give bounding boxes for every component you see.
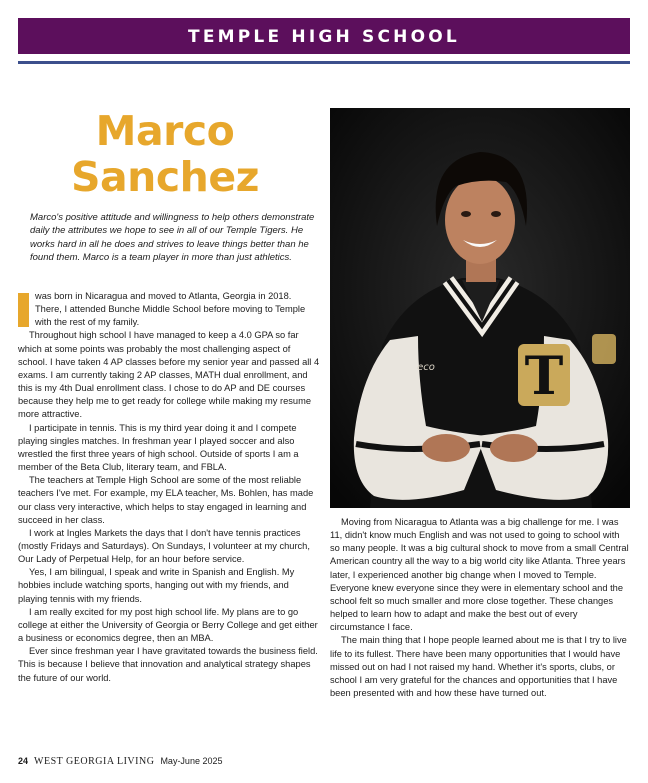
jacket-script: eco: [417, 362, 435, 373]
article-paragraph: The teachers at Temple High School are some of the most reliable teachers I've met. For example, my ELA teacher, Ms. Bohlen, has made our class very interactive, which helps to stay engaged in learning and succeed in her class.: [18, 475, 314, 525]
page-number: 24: [18, 756, 29, 766]
portrait-illustration: [330, 108, 630, 508]
article-left-column: [18, 290, 320, 685]
article-paragraph: Ever since freshman year I have gravitated towards the business field. This is because I believe that innovation and analytical strategy shapes the future of our world.: [18, 646, 318, 683]
magazine-title: WEST GEORGIA LIVING: [34, 756, 155, 767]
article-paragraph: The main thing that I hope people learned about me is that I try to live life to its fullest. There have been many opportunities that I would have missed out on had I not raised my hand. Whether it's sports, clubs, or school I am very grateful for the chances and opportunities that I have been presented with and how these have turned out.: [330, 635, 627, 699]
student-name: [20, 108, 310, 200]
article-paragraph: I am really excited for my post high school life. My plans are to go college at either the University of Georgia or Berry College and get either a business or economics degree, then an MBA.: [18, 606, 318, 644]
first-name: Marco: [95, 107, 235, 155]
school-name: TEMPLE HIGH SCHOOL: [188, 27, 460, 47]
article-paragraph: Throughout high school I have managed to keep a 4.0 GPA so far which at some points was probably the most challenging aspect of school. I have taken 4 AP classes before my senior year and passed all 4 exams. I am currently taking 2 AP classes, MATH dual enrollment, and this is my 4th Dual enrollment class. I chose to do AP and DE courses because they help me to get ready for college while making my resume more attractive.: [18, 330, 320, 420]
article-paragraph: was born in Nicaragua and moved to Atlanta, Georgia in 2018. There, I attended Bunche Middle School before moving to Temple with the rest of my family.: [18, 290, 320, 329]
intro-paragraph: Marco's positive attitude and willingness to help others demonstrate daily the attributes we hope to see in all of our Temple Tigers. He works hard in all he does and strives to leave things better than he found them. Marco is a team player in more than just athletics.: [30, 212, 315, 263]
last-name: Sanchez: [70, 153, 260, 201]
issue-date: May-June 2025: [160, 756, 223, 766]
header-banner: [18, 18, 630, 54]
article-paragraph: Moving from Nicaragua to Atlanta was a big challenge for me. I was 11, didn't know much English and was not used to going to school with so many people. It was a big cultural shock to move from a small Central American country all the way to a big world city like Atlanta. Three years later, I experienced another big change when I moved to Temple. Everyone knew everyone since they were in elementary school and the school felt so much smaller and more close together. These changes helped to learn how to adapt and make the best out of every circumstance I face.: [330, 517, 629, 633]
article-paragraph: I participate in tennis. This is my third year doing it and I compete playing singles matches. In freshman year I played soccer and also wrestled the first three years of high school. Outside of sports I am a member of the Beta Club, literary team, and FBLA.: [18, 422, 299, 473]
drop-cap-i: [18, 293, 29, 327]
article-paragraph: Yes, I am bilingual, I speak and write in Spanish and English. My hobbies include watching sports, hanging out with my friends, and playing tennis with my friends.: [18, 567, 295, 604]
jacket-letter: T: [524, 346, 564, 407]
article-paragraph: I work at Ingles Markets the days that I don't have tennis practices (mostly Fridays and Saturdays). On Sundays, I volunteer at my church, Our Lady of Perpetual Help, for an hour before service.: [18, 527, 310, 565]
article-right-column: [330, 516, 630, 700]
student-photo: [330, 108, 630, 508]
page-footer: [18, 756, 222, 767]
header-rule: [18, 61, 630, 64]
